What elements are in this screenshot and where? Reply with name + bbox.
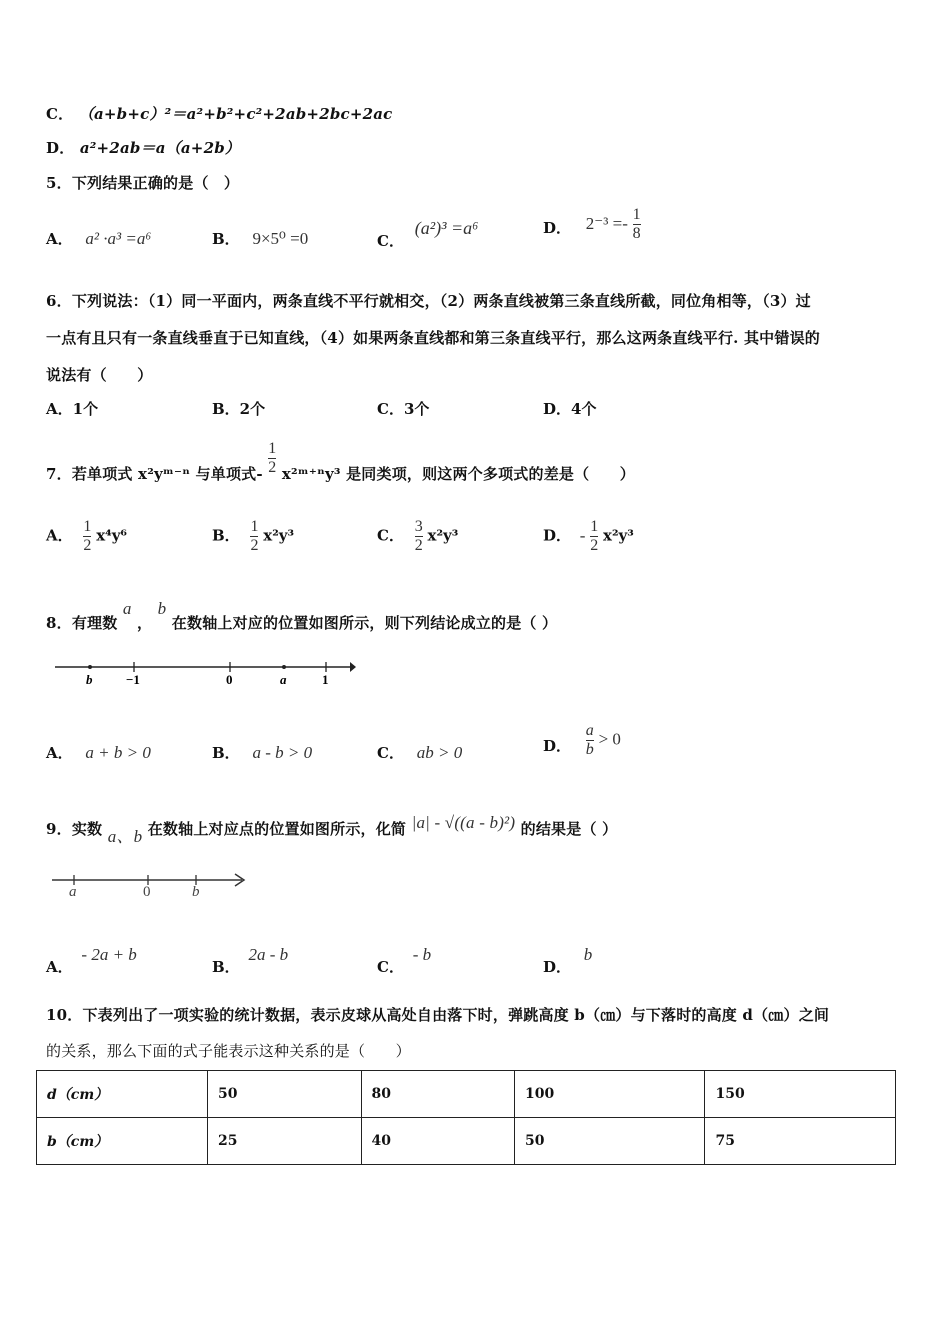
q6-option-c[interactable]: C．3个	[377, 400, 430, 418]
q7-option-a-tail: x⁴y⁶	[96, 526, 128, 545]
table-cell: 75	[705, 1118, 896, 1165]
q6-line3: 说法有（ ）	[46, 366, 153, 384]
table-cell: 50	[515, 1118, 705, 1165]
q8-option-a-expr: a + b > 0	[85, 743, 151, 762]
q9-option-d[interactable]	[543, 944, 593, 976]
table-cell: 80	[361, 1071, 515, 1118]
q5-option-b-label: B．	[212, 230, 240, 248]
q7-option-b-den: 2	[250, 537, 259, 554]
q7-stem-fraction	[268, 440, 276, 477]
q9-label-b: b	[192, 884, 200, 900]
q10-table	[36, 1070, 896, 1165]
q9-stem-b: 在数轴上对应点的位置如图所示，化简	[147, 820, 407, 838]
table-cell: b（cm）	[37, 1118, 208, 1165]
table-cell: 50	[208, 1071, 362, 1118]
q7-option-c-num: 3	[414, 518, 423, 535]
q5-option-a[interactable]	[46, 228, 151, 249]
q7-option-d-den: 2	[590, 537, 599, 554]
table-cell: 25	[208, 1118, 362, 1165]
q7-option-b-fraction	[250, 518, 258, 555]
table-cell: 150	[705, 1071, 896, 1118]
q9-expr: |a| - √((a - b)²)	[411, 813, 516, 832]
q9-option-d-expr: b	[583, 945, 593, 964]
q8-option-b-label: B．	[212, 744, 240, 762]
q5-option-d-label: D．	[543, 218, 572, 237]
prev-option-c-label: C．	[46, 105, 74, 123]
q5-option-c[interactable]	[377, 218, 479, 250]
q9-option-d-label: D．	[543, 958, 572, 976]
q8-option-a[interactable]	[46, 742, 151, 763]
q8-var-a: a	[122, 599, 132, 618]
q8-option-c-expr: ab > 0	[416, 743, 463, 762]
q8-option-d-den: b	[585, 741, 594, 758]
q8-label-0: 0	[226, 672, 233, 687]
q5-option-c-expr: (a²)³ =a⁶	[414, 218, 479, 238]
q8-option-d-num: a	[585, 722, 594, 739]
q7-option-c-fraction	[415, 518, 423, 555]
prev-option-d-text: a²+2ab＝a（a+2b）	[79, 139, 241, 157]
q9-stem-c: 的结果是（ ）	[520, 820, 618, 838]
table-cell: 100	[515, 1071, 705, 1118]
q9-option-a-label: A．	[46, 958, 73, 976]
q7-option-c-den: 2	[414, 537, 423, 554]
q7-stem	[46, 440, 635, 483]
q5-option-d-expr: 2⁻³ =-	[585, 213, 628, 233]
q9-option-b-expr: 2a - b	[248, 945, 289, 964]
q5-option-d-fraction	[633, 206, 641, 243]
q8-label-1: 1	[322, 672, 329, 687]
q8-axis-arrow	[350, 662, 356, 672]
q9-option-c[interactable]	[377, 944, 432, 976]
q7-option-c-tail: x²y³	[427, 526, 459, 545]
q8-option-b-expr: a - b > 0	[252, 743, 313, 762]
q10-line2: 的关系，那么下面的式子能表示这种关系的是（ ）	[46, 1042, 411, 1060]
q7-option-d-num: 1	[590, 518, 599, 535]
q9-option-c-label: C．	[377, 958, 404, 976]
q8-label-b: b	[86, 672, 93, 687]
table-row	[37, 1071, 896, 1118]
table-row	[37, 1118, 896, 1165]
q8-option-b[interactable]	[212, 742, 312, 763]
q9-option-c-expr: - b	[412, 945, 432, 964]
q7-option-a-num: 1	[83, 518, 92, 535]
q9-label-0: 0	[143, 884, 151, 900]
q6-line2: 一点有且只有一条直线垂直于已知直线，（4）如果两条直线都和第三条直线平行，那么这两条直线平行. 其中错误的	[46, 329, 820, 347]
q8-label-neg1: −1	[126, 672, 140, 687]
q7-option-b[interactable]	[212, 518, 294, 555]
q8-option-d-fraction	[586, 722, 594, 759]
q8-option-c-label: C．	[377, 744, 404, 762]
q6-option-d[interactable]: D．4个	[543, 400, 597, 418]
prev-option-c-text: （a+b+c）²＝a²+b²+c²+2ab+2bc+2ac	[78, 105, 393, 123]
q7-option-a[interactable]	[46, 518, 127, 555]
q8-point-a	[282, 665, 286, 669]
q9-option-a-expr: - 2a + b	[81, 945, 137, 964]
q7-option-d[interactable]	[543, 518, 634, 555]
table-cell: 40	[361, 1118, 515, 1165]
q5-option-c-label: C．	[377, 232, 404, 250]
q9-label-a: a	[69, 884, 77, 900]
q7-option-c[interactable]	[377, 518, 458, 555]
q7-stem-b: x²ᵐ⁺ⁿy³ 是同类项，则这两个多项式的差是（ ）	[281, 464, 635, 483]
q8-label-a: a	[280, 672, 287, 687]
q8-option-d-tail: > 0	[598, 729, 621, 749]
q8-var-b: b	[157, 599, 167, 618]
q6-option-b[interactable]: B．2个	[212, 400, 266, 418]
q5-option-a-label: A．	[46, 230, 73, 248]
q7-option-a-den: 2	[83, 537, 92, 554]
q9-option-b[interactable]	[212, 944, 289, 976]
q5-option-d[interactable]	[543, 206, 641, 243]
q6-option-a[interactable]: A．1个	[46, 400, 99, 418]
q5-option-d-num: 1	[632, 206, 641, 223]
q7-option-d-pre: -	[579, 525, 586, 545]
q5-stem: 5．下列结果正确的是（ ）	[46, 174, 240, 192]
q8-stem-b: 在数轴上对应的位置如图所示，则下列结论成立的是（ ）	[171, 614, 558, 632]
q8-number-line	[50, 652, 370, 688]
q7-option-a-fraction	[83, 518, 91, 555]
prev-option-d-label: D．	[46, 139, 75, 157]
prev-option-d[interactable]	[46, 137, 240, 158]
q9-number-line	[48, 866, 258, 902]
q9-option-a[interactable]	[46, 944, 137, 976]
q8-option-d[interactable]	[543, 722, 621, 759]
q9-option-b-label: B．	[212, 958, 240, 976]
q9-stem	[46, 808, 618, 846]
q8-option-d-label: D．	[543, 736, 572, 755]
q8-option-c[interactable]	[377, 742, 462, 763]
q7-option-d-tail: x²y³	[603, 526, 634, 545]
q7-option-c-label: C．	[377, 526, 404, 545]
q8-point-b	[88, 665, 92, 669]
prev-option-c[interactable]	[46, 103, 393, 124]
q7-option-b-tail: x²y³	[263, 526, 295, 545]
q7-option-a-label: A．	[46, 526, 73, 545]
q5-option-b-expr: 9×5⁰ =0	[252, 229, 309, 248]
q7-stem-num: 1	[268, 440, 277, 457]
q9-vars: a、b	[107, 827, 143, 846]
q7-option-b-label: B．	[212, 526, 240, 545]
q5-option-b[interactable]	[212, 228, 308, 249]
q5-option-d-den: 8	[632, 225, 641, 242]
q7-stem-a: 7．若单项式 x²yᵐ⁻ⁿ 与单项式-	[46, 464, 263, 483]
q7-option-b-num: 1	[250, 518, 259, 535]
q8-stem-a: 8．有理数	[46, 614, 118, 632]
q7-option-d-fraction	[590, 518, 598, 555]
table-cell: d（cm）	[37, 1071, 208, 1118]
q9-stem-a: 9．实数	[46, 820, 103, 838]
q8-stem	[46, 598, 558, 632]
q7-option-d-label: D．	[543, 526, 572, 545]
q7-stem-den: 2	[268, 459, 277, 476]
q8-sep: ，	[137, 614, 153, 632]
q8-option-a-label: A．	[46, 744, 73, 762]
q5-option-a-expr: a² ·a³ =a⁶	[85, 229, 152, 248]
q6-line1: 6．下列说法：（1）同一平面内，两条直线不平行就相交，（2）两条直线被第三条直线所截，同位角相等，（3）过	[46, 292, 811, 310]
q10-line1: 10．下表列出了一项实验的统计数据，表示皮球从高处自由落下时，弹跳高度 b（㎝）与下落时的高度 d（㎝）之间	[46, 1006, 830, 1024]
